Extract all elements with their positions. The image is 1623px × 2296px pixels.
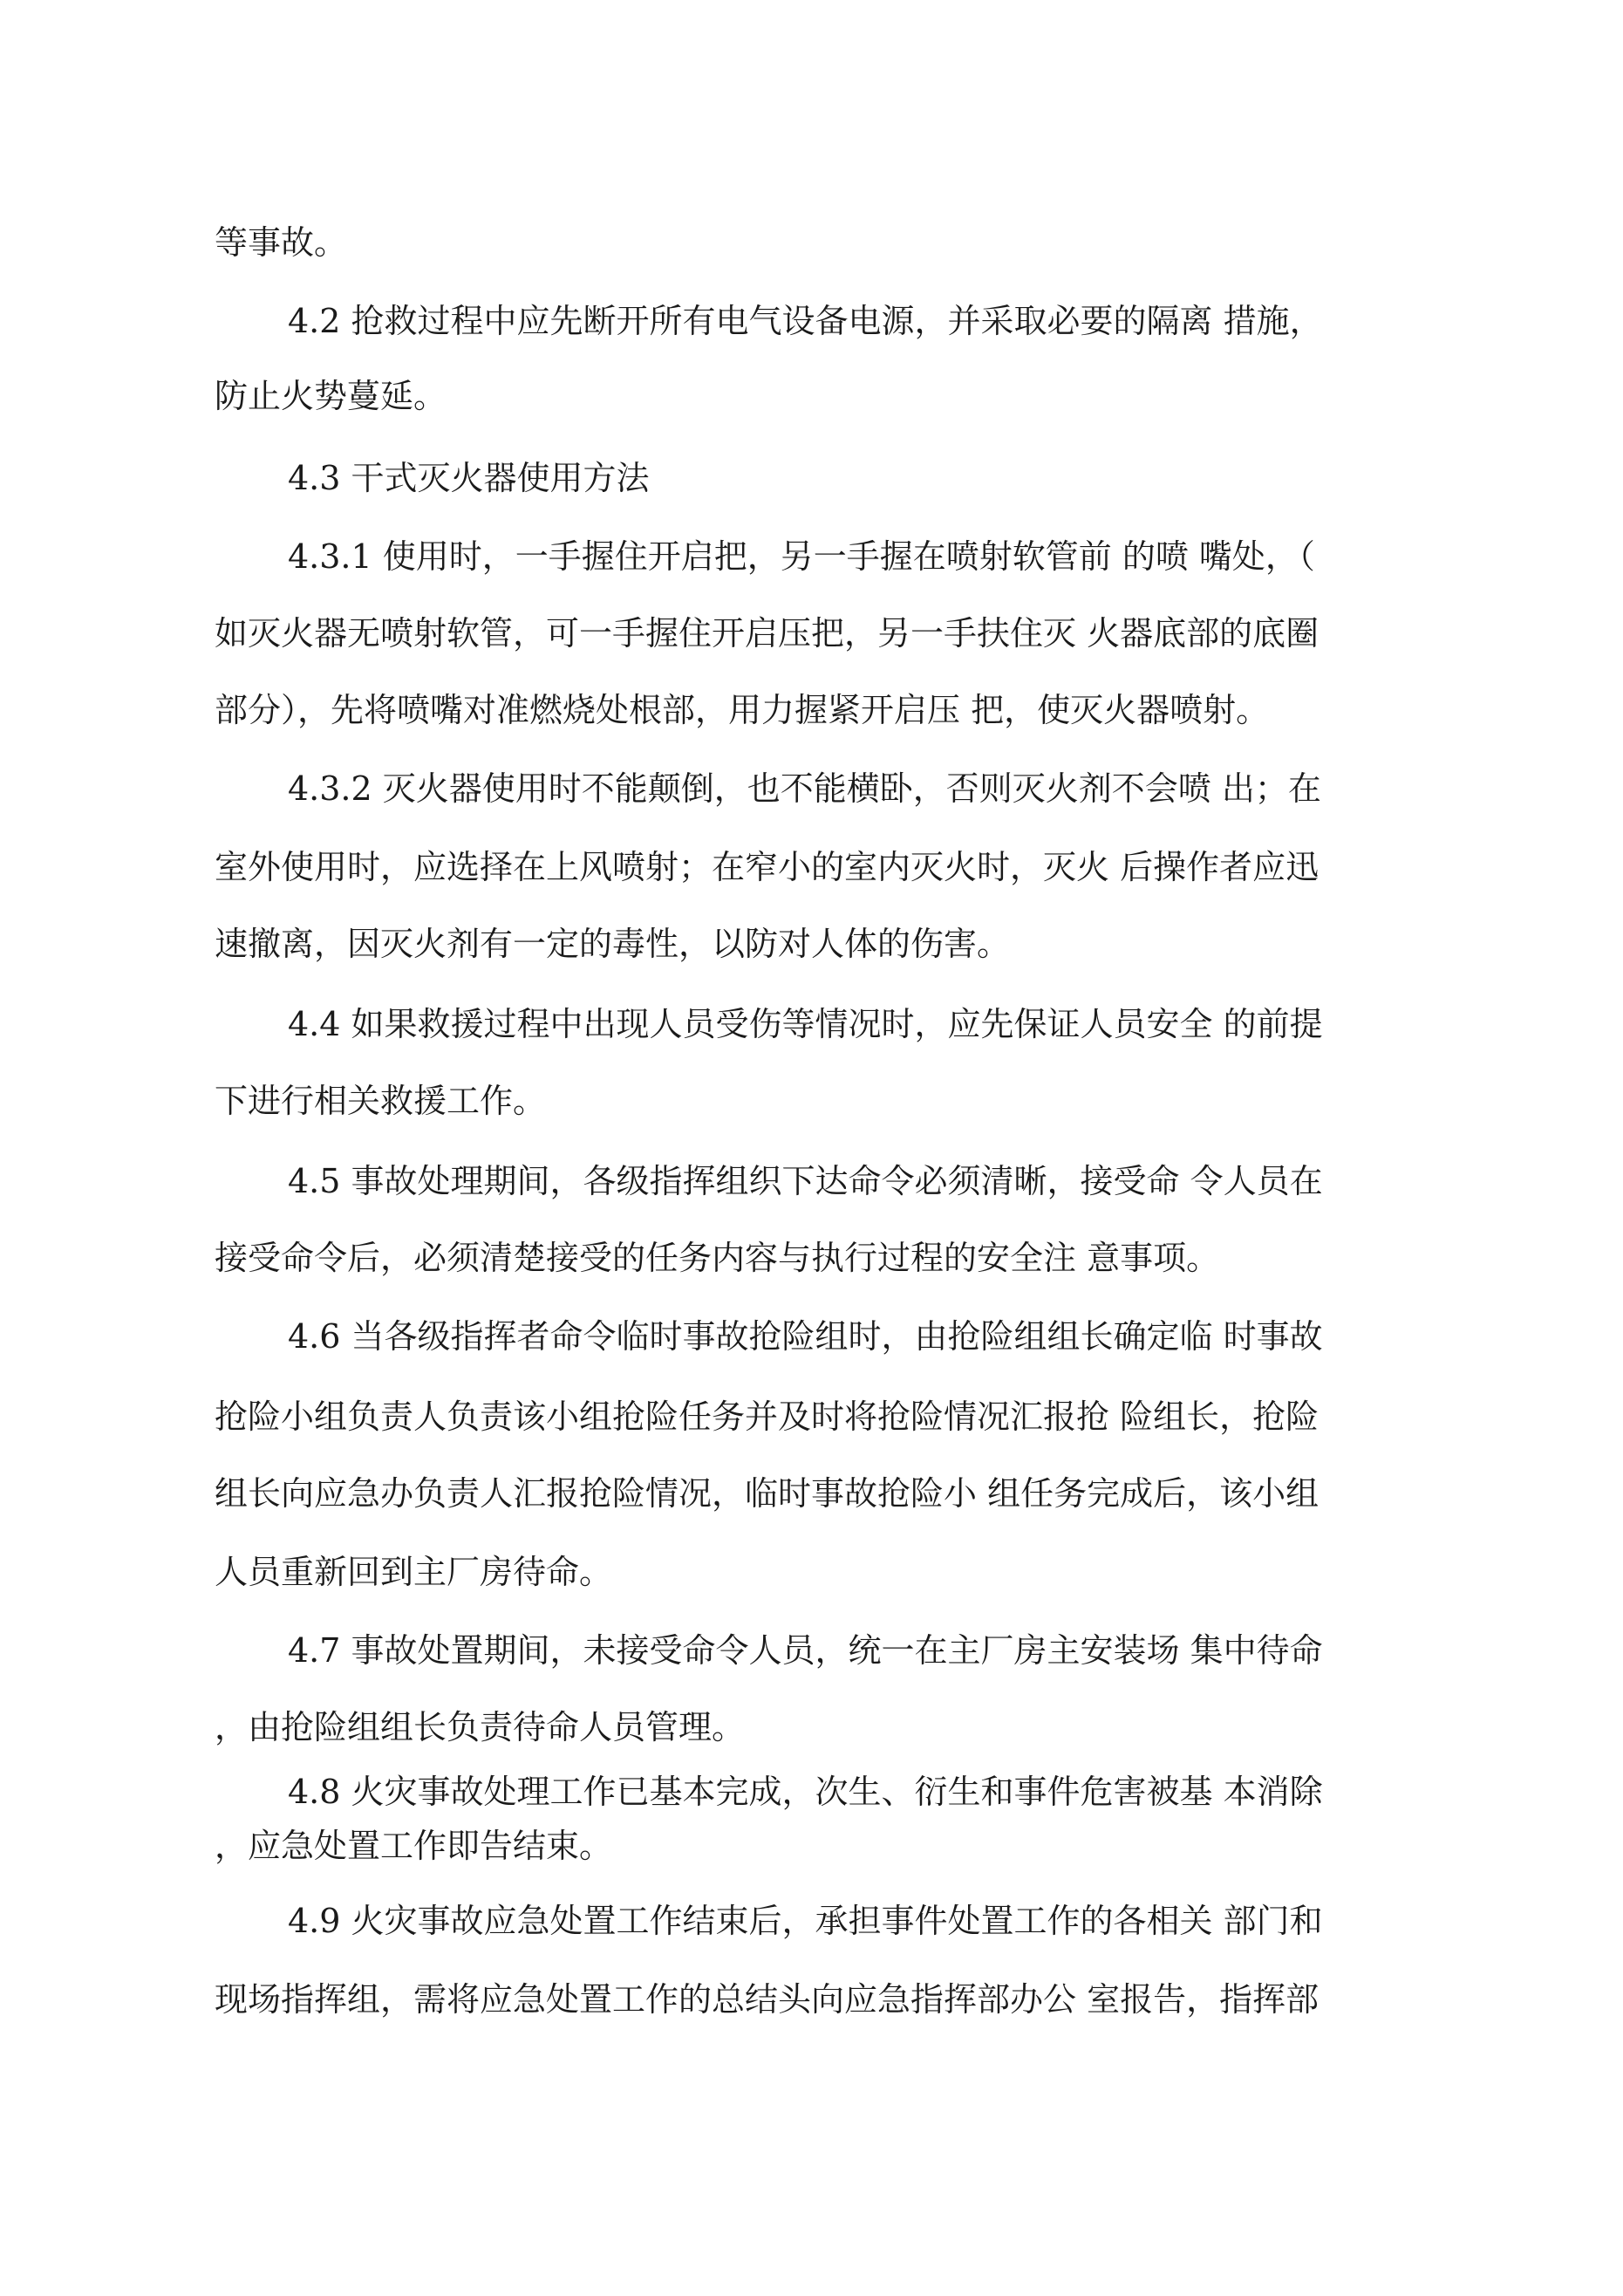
text-line: 防止火势蔓延。 (215, 377, 447, 415)
text-line: 4.4 如果救援过程中出现人员受伤等情况时，应先保证人员安全 的前提 (288, 1005, 1323, 1043)
text-line: 4.5 事故处理期间，各级指挥组织下达命令必须清晰，接受命 令人员在 (288, 1162, 1323, 1200)
text-line: 抢险小组负责人负责该小组抢险任务并及时将抢险情况汇报抢 险组长，抢险 (215, 1397, 1320, 1436)
text-line: 室外使用时，应选择在上风喷射；在窄小的室内灭火时，灭火 后操作者应迅 (215, 848, 1320, 886)
text-line: 4.7 事故处置期间，未接受命令人员，统一在主厂房主安装场 集中待命 (288, 1631, 1323, 1670)
text-line: 人员重新回到主厂房待命。 (215, 1553, 613, 1591)
text-line: 4.3.2 灭火器使用时不能颠倒，也不能横卧，否则灭火剂不会喷 出；在 (288, 769, 1321, 808)
section-heading: 4.3 干式灭火器使用方法 (288, 459, 650, 497)
text-line: 等事故。 (215, 223, 348, 262)
text-line: 现场指挥组，需将应急处置工作的总结头向应急指挥部办公 室报告，指挥部 (215, 1980, 1320, 2019)
text-line: 速撤离，因灭火剂有一定的毒性，以防对人体的伤害。 (215, 925, 1011, 963)
text-line: 4.3.1 使用时，一手握住开启把，另一手握在喷射软管前 的喷 嘴处，（ (288, 537, 1315, 576)
text-line: 4.2 抢救过程中应先断开所有电气设备电源，并采取必要的隔离 措施， (288, 302, 1323, 340)
text-line: 部分），先将喷嘴对准燃烧处根部，用力握紧开启压 把，使灭火器喷射。 (215, 691, 1270, 729)
text-line: ，应急处置工作即告结束。 (215, 1827, 613, 1865)
text-line: 4.6 当各级指挥者命令临时事故抢险组时，由抢险组组长确定临 时事故 (288, 1317, 1323, 1356)
text-line: 下进行相关救援工作。 (215, 1082, 547, 1120)
text-line: 如灭火器无喷射软管，可一手握住开启压把，另一手扶住灭 火器底部的底圈 (215, 614, 1320, 653)
text-line: 4.8 火灾事故处理工作已基本完成，次生、衍生和事件危害被基 本消除 (288, 1773, 1323, 1811)
text-line: ，由抢险组组长负责待命人员管理。 (215, 1708, 746, 1746)
text-line: 4.9 火灾事故应急处置工作结束后，承担事件处置工作的各相关 部门和 (288, 1902, 1323, 1940)
text-line: 接受命令后，必须清楚接受的任务内容与执行过程的安全注 意事项。 (215, 1239, 1220, 1277)
text-line: 组长向应急办负责人汇报抢险情况，临时事故抢险小 组任务完成后，该小组 (215, 1474, 1320, 1513)
